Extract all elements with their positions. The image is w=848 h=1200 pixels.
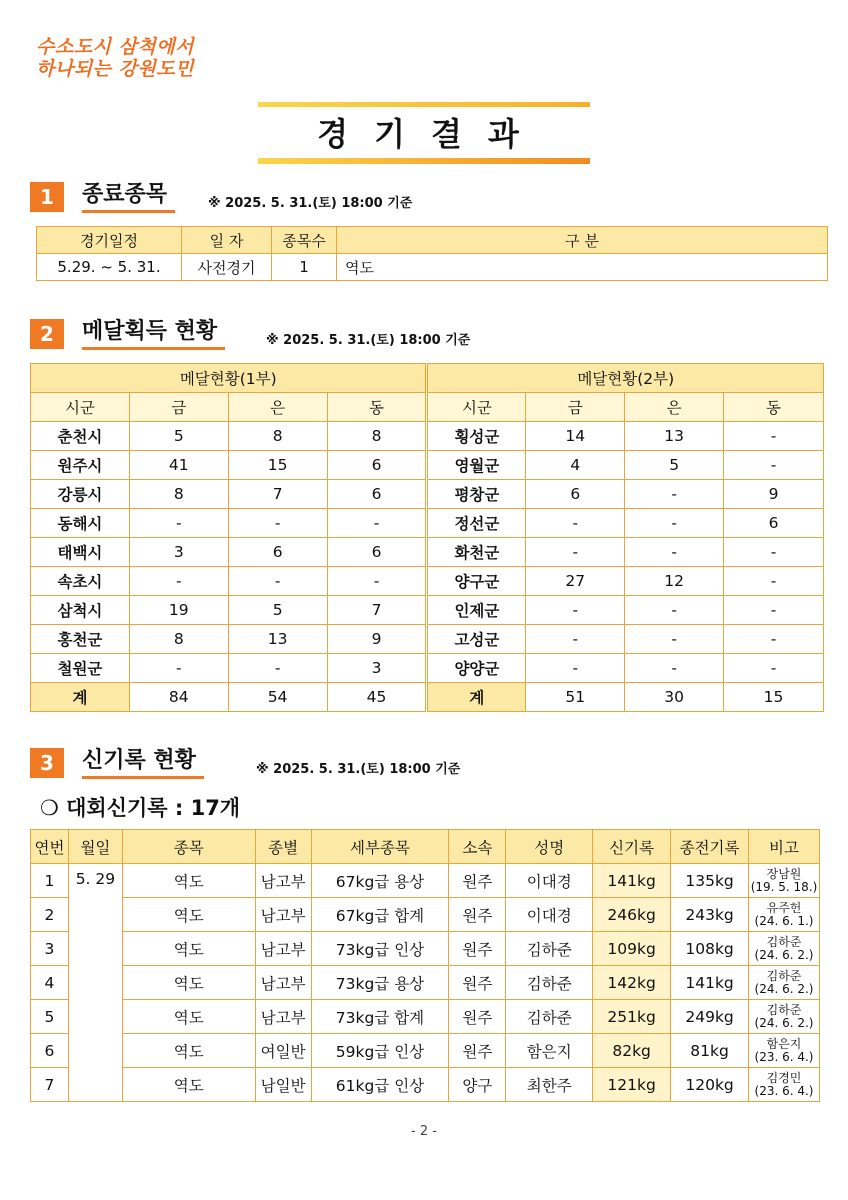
medal-row	[31, 480, 824, 509]
new-record-cell: 141kg	[593, 864, 671, 898]
record-count-bullet: ❍ 대회신기록 : 17개	[40, 796, 241, 820]
medal-count-cell: 6	[327, 538, 427, 567]
seq-cell: 6	[31, 1034, 69, 1068]
event-cell: 61kg급 인상	[311, 1068, 449, 1102]
medal-count-cell: -	[724, 567, 824, 596]
medal-count-cell: -	[724, 422, 824, 451]
athlete-cell: 최한주	[506, 1068, 593, 1102]
section-note: ※ 2025. 5. 31.(토) 18:00 기준	[208, 196, 413, 211]
region-cell: 양양군	[427, 654, 526, 683]
new-record-cell: 82kg	[593, 1034, 671, 1068]
medal-count-cell: 6	[228, 538, 327, 567]
medal-table	[30, 363, 824, 712]
remark-cell	[749, 1000, 820, 1034]
sub-header: 은	[228, 393, 327, 422]
section-title: 메달획득 현황	[82, 317, 225, 350]
sub-header: 시군	[31, 393, 130, 422]
title-top-bar	[258, 102, 590, 107]
record-row	[31, 864, 820, 898]
header-cell: 소속	[449, 830, 506, 864]
table-cell: 1	[272, 254, 337, 281]
total-row	[31, 683, 824, 712]
seq-cell: 2	[31, 898, 69, 932]
remark-holder: 김경민	[766, 1070, 802, 1085]
medal-count-cell: -	[526, 509, 625, 538]
medal-count-cell: -	[625, 654, 724, 683]
sport-cell: 역도	[122, 1000, 255, 1034]
group-header-2: 메달현황(2부)	[427, 364, 824, 393]
section-1-header	[30, 182, 430, 216]
total-cell: 51	[526, 683, 625, 712]
region-cell: 홍천군	[31, 625, 130, 654]
athlete-cell: 함은지	[506, 1034, 593, 1068]
team-cell: 원주	[449, 1034, 506, 1068]
event-cell: 67kg급 용상	[311, 864, 449, 898]
sport-cell: 역도	[122, 932, 255, 966]
medal-count-cell: 8	[129, 625, 228, 654]
page-title: 경기결과	[317, 115, 545, 153]
region-cell: 속초시	[31, 567, 130, 596]
region-cell: 고성군	[427, 625, 526, 654]
section-2-header	[30, 319, 530, 353]
remark-holder: 장남원	[766, 866, 802, 881]
medal-count-cell: -	[526, 538, 625, 567]
division-cell: 남고부	[255, 966, 311, 1000]
total-cell: 15	[724, 683, 824, 712]
sub-header: 금	[129, 393, 228, 422]
medal-row	[31, 625, 824, 654]
sub-header: 은	[625, 393, 724, 422]
medal-count-cell: 8	[327, 422, 427, 451]
athlete-cell: 김하준	[506, 932, 593, 966]
sport-cell: 역도	[122, 864, 255, 898]
medal-row	[31, 509, 824, 538]
sub-header: 동	[724, 393, 824, 422]
header-cell: 신기록	[593, 830, 671, 864]
medal-count-cell: 6	[526, 480, 625, 509]
remark-holder: 유주헌	[766, 900, 802, 915]
page-title-box	[258, 102, 590, 164]
header-cell: 성명	[506, 830, 593, 864]
medal-count-cell: -	[526, 596, 625, 625]
medal-row	[31, 422, 824, 451]
medal-row	[31, 596, 824, 625]
header-cell: 경기일정	[37, 227, 182, 254]
remark-cell	[749, 898, 820, 932]
new-record-cell: 121kg	[593, 1068, 671, 1102]
remark-date: (24. 6. 1.)	[754, 913, 814, 928]
medal-count-cell: 8	[228, 422, 327, 451]
seq-cell: 4	[31, 966, 69, 1000]
slogan	[36, 36, 194, 80]
medal-count-cell: -	[724, 625, 824, 654]
medal-count-cell: -	[327, 567, 427, 596]
medal-count-cell: -	[625, 625, 724, 654]
header-cell: 종목	[122, 830, 255, 864]
team-cell: 원주	[449, 932, 506, 966]
event-cell: 73kg급 용상	[311, 966, 449, 1000]
sport-cell: 역도	[122, 966, 255, 1000]
total-cell: 54	[228, 683, 327, 712]
header-cell: 비고	[749, 830, 820, 864]
medal-count-cell: -	[327, 509, 427, 538]
remark-date: (24. 6. 2.)	[754, 981, 814, 996]
medal-count-cell: -	[228, 654, 327, 683]
medal-row	[31, 538, 824, 567]
medal-count-cell: 7	[327, 596, 427, 625]
athlete-cell: 김하준	[506, 966, 593, 1000]
athlete-cell: 김하준	[506, 1000, 593, 1034]
header-cell: 종전기록	[671, 830, 749, 864]
division-cell: 남일반	[255, 1068, 311, 1102]
section-title: 신기록 현황	[82, 746, 204, 779]
medal-count-cell: -	[228, 509, 327, 538]
region-cell: 태백시	[31, 538, 130, 567]
medal-count-cell: 6	[327, 480, 427, 509]
medal-count-cell: 5	[625, 451, 724, 480]
medal-row	[31, 451, 824, 480]
medal-count-cell: 9	[327, 625, 427, 654]
sport-cell: 역도	[122, 1068, 255, 1102]
region-cell: 양구군	[427, 567, 526, 596]
prev-record-cell: 243kg	[671, 898, 749, 932]
total-cell: 45	[327, 683, 427, 712]
remark-date: (23. 6. 4.)	[754, 1049, 814, 1064]
medal-count-cell: 9	[724, 480, 824, 509]
medal-count-cell: -	[724, 538, 824, 567]
remark-cell	[749, 864, 820, 898]
medal-count-cell: 14	[526, 422, 625, 451]
division-cell: 남고부	[255, 1000, 311, 1034]
total-cell: 계	[31, 683, 130, 712]
record-row	[31, 1068, 820, 1102]
region-cell: 삼척시	[31, 596, 130, 625]
section-number: 3	[30, 748, 64, 778]
event-cell: 73kg급 합계	[311, 1000, 449, 1034]
division-cell: 여일반	[255, 1034, 311, 1068]
table-cell: 5.29. ~ 5. 31.	[37, 254, 182, 281]
medal-count-cell: -	[625, 480, 724, 509]
event-cell: 73kg급 인상	[311, 932, 449, 966]
medal-count-cell: -	[625, 538, 724, 567]
region-cell: 화천군	[427, 538, 526, 567]
section-title: 종료종목	[82, 180, 175, 213]
prev-record-cell: 120kg	[671, 1068, 749, 1102]
medal-count-cell: -	[129, 654, 228, 683]
record-row	[31, 966, 820, 1000]
record-row	[31, 898, 820, 932]
remark-date: (24. 6. 2.)	[754, 1015, 814, 1030]
sub-header: 시군	[427, 393, 526, 422]
remark-holder: 함은지	[766, 1036, 802, 1051]
region-cell: 동해시	[31, 509, 130, 538]
medal-row	[31, 654, 824, 683]
header-cell: 종별	[255, 830, 311, 864]
section-number: 1	[30, 182, 64, 212]
date-cell: 5. 29	[68, 864, 122, 1102]
new-record-cell: 251kg	[593, 1000, 671, 1034]
finished-events-table	[36, 226, 828, 281]
remark-date: (23. 6. 4.)	[754, 1083, 814, 1098]
section-note: ※ 2025. 5. 31.(토) 18:00 기준	[256, 762, 461, 777]
region-cell: 평창군	[427, 480, 526, 509]
total-cell: 계	[427, 683, 526, 712]
remark-cell	[749, 1068, 820, 1102]
medal-count-cell: 6	[327, 451, 427, 480]
division-cell: 남고부	[255, 864, 311, 898]
remark-holder: 김하준	[766, 1002, 802, 1017]
page-number: - 2 -	[411, 1124, 437, 1139]
slogan-line-2: 하나되는 강원도민	[36, 58, 194, 80]
division-cell: 남고부	[255, 932, 311, 966]
sport-cell: 역도	[122, 898, 255, 932]
medal-count-cell: 7	[228, 480, 327, 509]
region-cell: 춘천시	[31, 422, 130, 451]
new-record-cell: 142kg	[593, 966, 671, 1000]
medal-count-cell: -	[526, 625, 625, 654]
medal-count-cell: 12	[625, 567, 724, 596]
athlete-cell: 이대경	[506, 864, 593, 898]
sub-header: 금	[526, 393, 625, 422]
new-record-cell: 246kg	[593, 898, 671, 932]
medal-count-cell: -	[724, 596, 824, 625]
remark-cell	[749, 966, 820, 1000]
header-cell: 세부종목	[311, 830, 449, 864]
prev-record-cell: 81kg	[671, 1034, 749, 1068]
medal-count-cell: 3	[129, 538, 228, 567]
medal-count-cell: 4	[526, 451, 625, 480]
header-cell: 종목수	[272, 227, 337, 254]
medal-row	[31, 567, 824, 596]
medal-count-cell: 41	[129, 451, 228, 480]
medal-count-cell: -	[129, 567, 228, 596]
remark-date: (19. 5. 18.)	[750, 879, 818, 894]
table-cell: 역도	[337, 254, 828, 281]
team-cell: 양구	[449, 1068, 506, 1102]
division-cell: 남고부	[255, 898, 311, 932]
region-cell: 강릉시	[31, 480, 130, 509]
header-cell: 연번	[31, 830, 69, 864]
athlete-cell: 이대경	[506, 898, 593, 932]
sport-cell: 역도	[122, 1034, 255, 1068]
medal-count-cell: 27	[526, 567, 625, 596]
medal-count-cell: 19	[129, 596, 228, 625]
new-records-table	[30, 829, 820, 1102]
medal-count-cell: -	[625, 509, 724, 538]
region-cell: 횡성군	[427, 422, 526, 451]
seq-cell: 1	[31, 864, 69, 898]
medal-count-cell: 13	[625, 422, 724, 451]
medal-count-cell: -	[129, 509, 228, 538]
region-cell: 정선군	[427, 509, 526, 538]
seq-cell: 7	[31, 1068, 69, 1102]
record-row	[31, 1034, 820, 1068]
medal-count-cell: 5	[129, 422, 228, 451]
title-bottom-bar	[258, 158, 590, 164]
seq-cell: 3	[31, 932, 69, 966]
remark-holder: 김하준	[766, 934, 802, 949]
section-note: ※ 2025. 5. 31.(토) 18:00 기준	[266, 333, 471, 348]
medal-count-cell: -	[526, 654, 625, 683]
header-cell: 구 분	[337, 227, 828, 254]
remark-cell	[749, 1034, 820, 1068]
medal-count-cell: 15	[228, 451, 327, 480]
prev-record-cell: 249kg	[671, 1000, 749, 1034]
medal-count-cell: 5	[228, 596, 327, 625]
header-cell: 월일	[68, 830, 122, 864]
prev-record-cell: 141kg	[671, 966, 749, 1000]
sub-header: 동	[327, 393, 427, 422]
slogan-line-1: 수소도시 삼척에서	[36, 36, 194, 58]
remark-holder: 김하준	[766, 968, 802, 983]
record-row	[31, 1000, 820, 1034]
medal-count-cell: 13	[228, 625, 327, 654]
medal-count-cell: -	[228, 567, 327, 596]
event-cell: 59kg급 인상	[311, 1034, 449, 1068]
region-cell: 영월군	[427, 451, 526, 480]
seq-cell: 5	[31, 1000, 69, 1034]
remark-date: (24. 6. 2.)	[754, 947, 814, 962]
new-record-cell: 109kg	[593, 932, 671, 966]
region-cell: 인제군	[427, 596, 526, 625]
region-cell: 원주시	[31, 451, 130, 480]
team-cell: 원주	[449, 864, 506, 898]
team-cell: 원주	[449, 966, 506, 1000]
medal-count-cell: 3	[327, 654, 427, 683]
total-cell: 30	[625, 683, 724, 712]
header-cell: 일 자	[182, 227, 272, 254]
medal-count-cell: -	[625, 596, 724, 625]
group-header-1: 메달현황(1부)	[31, 364, 427, 393]
remark-cell	[749, 932, 820, 966]
total-cell: 84	[129, 683, 228, 712]
medal-count-cell: -	[724, 654, 824, 683]
prev-record-cell: 135kg	[671, 864, 749, 898]
event-cell: 67kg급 합계	[311, 898, 449, 932]
record-row	[31, 932, 820, 966]
medal-count-cell: 8	[129, 480, 228, 509]
team-cell: 원주	[449, 898, 506, 932]
section-number: 2	[30, 319, 64, 349]
medal-count-cell: -	[724, 451, 824, 480]
prev-record-cell: 108kg	[671, 932, 749, 966]
region-cell: 철원군	[31, 654, 130, 683]
medal-count-cell: 6	[724, 509, 824, 538]
table-cell: 사전경기	[182, 254, 272, 281]
team-cell: 원주	[449, 1000, 506, 1034]
section-3-header	[30, 748, 530, 782]
